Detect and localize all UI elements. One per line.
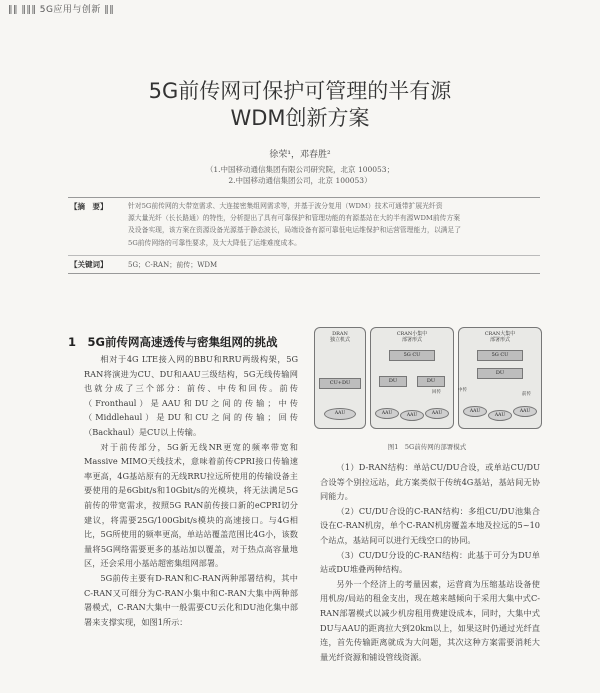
abstract-line: 及设备实现，该方案在资源设备光源基于静态波长，局端设备有源可靠低电运维保护和运营管理能力，以满足了: [128, 226, 462, 235]
paragraph: （3）CU/DU分设的C-RAN结构：此基于可分为DU单站或DU堆叠两种结构。: [320, 549, 540, 575]
dran-cudu: CU+DU: [319, 378, 361, 389]
affiliation-1: （1.中国移动通信集团有限公司研究院，北京 100053；: [205, 165, 395, 174]
dran-aau: AAU: [324, 408, 356, 420]
paragraph: 相对于4G LTE接入网的BBU和RRU两级构架，5G RAN将演进为CU、DU和AAU三级结构，5G无线传输网也就分成了三个部分：前传、中传和回传。前传（Fronthaul）是AAU和DU之间的传输；中传（Middlehaul）是DU和CU之间的传输；回传（Backhaul）是CU以上传输。: [84, 354, 298, 437]
cran-small-du: DU: [417, 376, 445, 387]
abstract-line: 源大量光纤（长长路通）的特性，分析提出了具有可靠保护和管理功能的有源基站在大的半有源WDM前传方案: [128, 214, 461, 223]
paragraph: （2）CU/DU合设的C-RAN结构：多组CU/DU池集合设在C-RAN机房，单个C-RAN机房覆盖本地及拉远的5~10个站点，基站间可以进行无线空口的协同。: [320, 505, 540, 545]
label-midhaul: 中传: [458, 388, 467, 393]
cran-large-aau: AAU: [488, 410, 512, 421]
figure-1-diagram: [312, 323, 542, 433]
keywords-rule: [68, 255, 540, 256]
section-1-title: 1 5G前传网高速透传与密集组网的挑战: [68, 335, 278, 349]
paper-title-line2: WDM创新方案: [230, 106, 370, 130]
cran-large-box: [458, 327, 542, 429]
cran-small-box: [370, 327, 454, 429]
cran-small-aau: AAU: [425, 408, 449, 419]
abstract-body: [128, 200, 540, 249]
label-backhaul: 回传: [432, 390, 441, 395]
dran-title: DRAN 独立机式: [329, 331, 350, 343]
cran-large-title: CRAN大集中 部署形式: [484, 331, 516, 343]
cran-small-title: CRAN小集中 部署形式: [396, 331, 428, 343]
dran-box: [314, 327, 366, 429]
keywords-label: 【关键词】: [70, 260, 108, 269]
abstract-line: 针对5G前传网的大带宽需求、大连接密集组网需求等，并基于波分复用（WDM）技术可通带扩展光纤资: [128, 202, 443, 210]
cran-small-aau: AAU: [375, 408, 399, 419]
cran-large-cu: 5G CU: [477, 350, 523, 361]
cran-small-aau: AAU: [400, 410, 424, 421]
cran-large-du: DU: [477, 368, 523, 379]
journal-header: ‖‖ ‖‖‖ 5G应用与创新 ‖‖: [8, 5, 115, 15]
right-column: [320, 460, 540, 664]
abstract-label: 【摘 要】: [70, 202, 108, 211]
paper-title-line1: 5G前传网可保护可管理的半有源: [148, 79, 452, 103]
abstract-line: 5G前传网络的可靠性要求，及大大降低了运维难度成本。: [128, 238, 301, 247]
paragraph: （1）D-RAN结构：单站CU/DU合设，或单站CU/DU合设等个别拉远站，此方案类似于传统4G基站，基站间无协同能力。: [320, 462, 540, 502]
abstract-top-rule: [68, 197, 540, 198]
label-fronthaul: 前传: [522, 392, 531, 397]
figure-1-caption: 图1 5G前传网的部署模式: [387, 443, 467, 451]
paragraph: 对于前传部分，5G新无线NR更宽的频率带宽和Massive MIMO天线技术，意味着前传CPRI接口传输速率更高，4G基站原有的无线RRU拉远所使用的传输设备主要使用的是6Gbit/s和10Gbit/s的光模块，将无法满足5G前传的带宽需求，按照5G RAN前传接口新的eCPRI切分建议，将需要25G/100Gbit/s模块的高速接口。与4G相比，5G所使用的频率更高，单站站覆盖范围比4G小，该数量将5G网络需要更多的基站加以覆盖，对于热点高容量地区，还会采用小基站超密集组网部署。: [84, 441, 298, 569]
paragraph: 另外一个经济上的考量因素，运营商为压缩基站设备使用机房/局站的租金支出，现在越来越倾向于采用大集中式C-RAN部署模式以减少机房租用费建设成本，同时，大集中式DU与AAU的距离拉大到20km以上，如果这时仍通过光纤直连，首先传输距离就成为大问题，其次这种方案需要消耗大量光纤资源和铺设管线资源。: [320, 578, 540, 662]
left-column: [84, 352, 298, 629]
abstract-bottom-rule: [68, 273, 540, 274]
cran-large-aau: AAU: [463, 406, 487, 417]
paragraph: 5G前传主要有D-RAN和C-RAN两种部署结构，其中C-RAN又可细分为C-RAN小集中和C-RAN大集中两种部署模式，C-RAN大集中一般需要CU云化和DU池化集中部署来支撑实现，如图1所示：: [84, 572, 298, 627]
authors: 徐荣¹，邓春胜²: [269, 150, 331, 160]
affiliation-2: 2.中国移动通信集团公司，北京 100053）: [228, 176, 372, 185]
cran-large-aau: AAU: [513, 406, 537, 417]
cran-small-cu: 5G CU: [389, 350, 435, 361]
keywords: 5G；C-RAN；前传；WDM: [128, 261, 218, 269]
cran-small-du: DU: [379, 376, 407, 387]
